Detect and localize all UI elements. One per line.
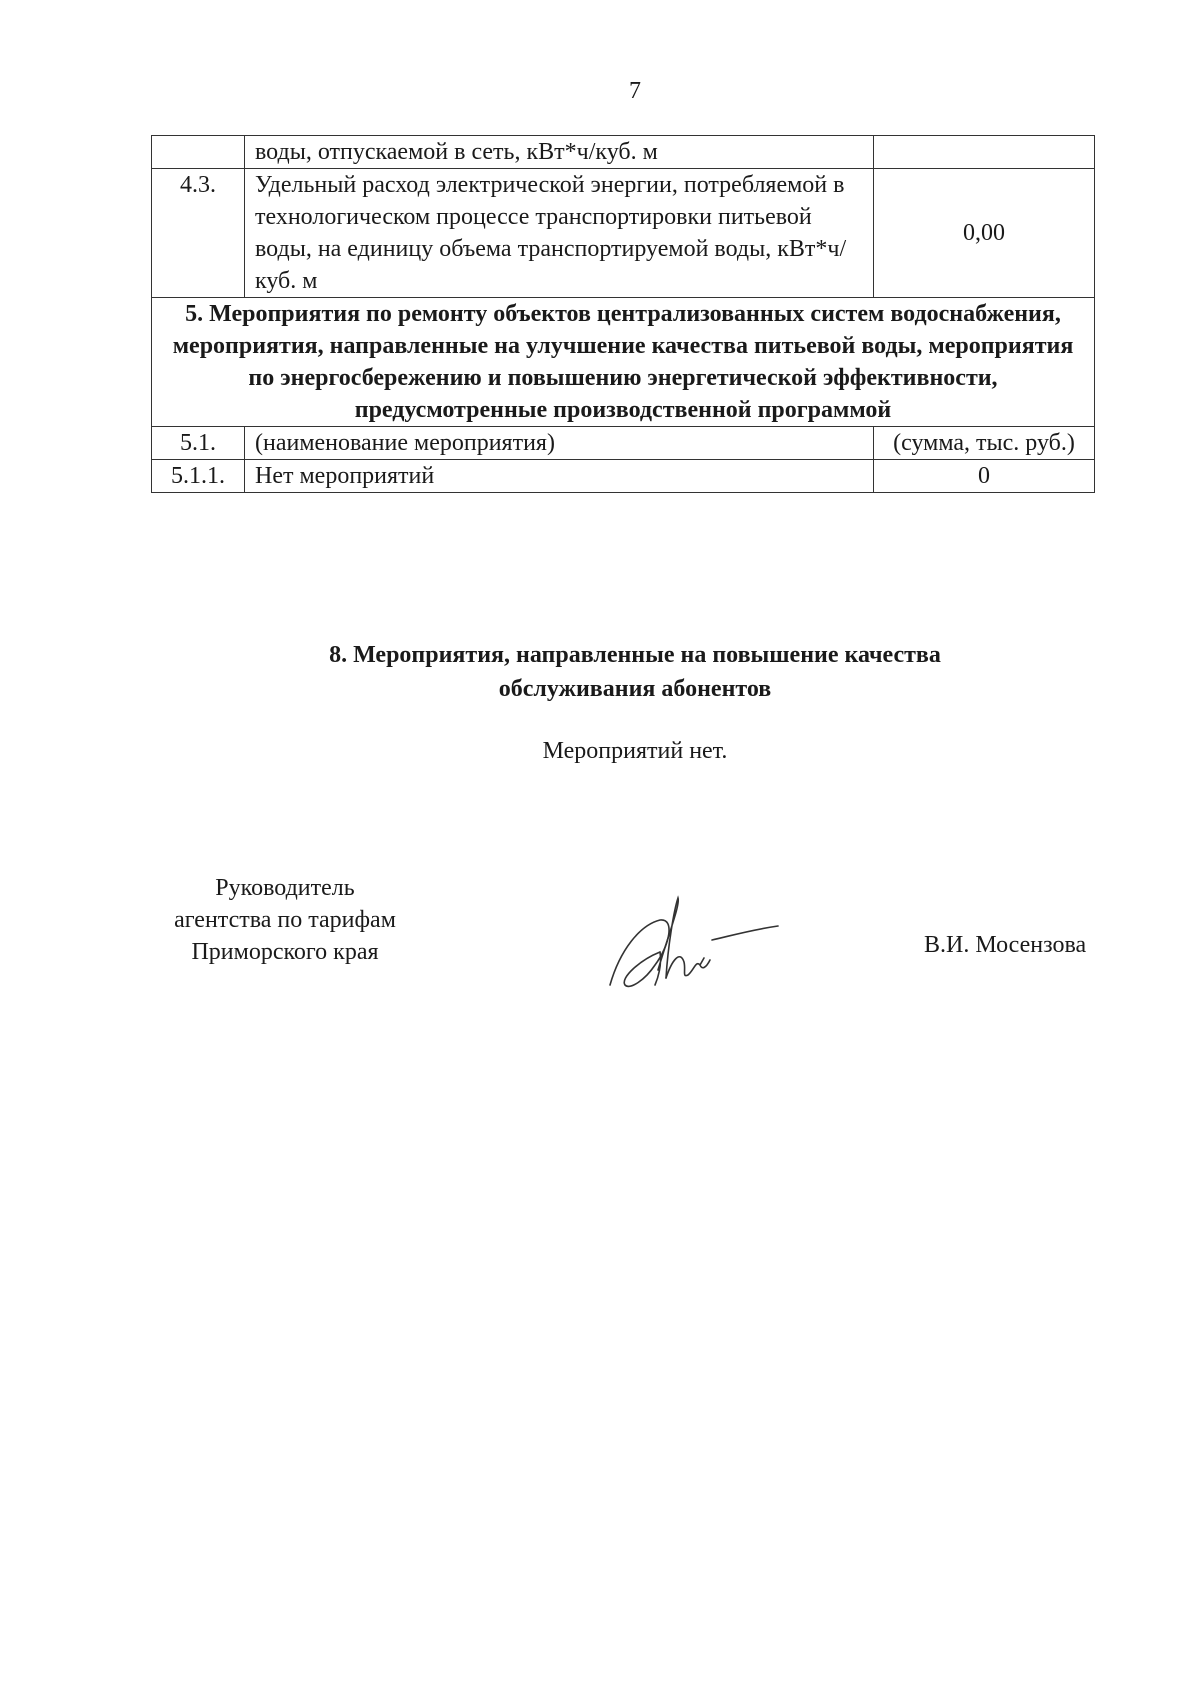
signer-title-line-1: Руководитель	[215, 875, 355, 901]
handwritten-signature-icon	[600, 890, 780, 1005]
row-value: 0,00	[874, 169, 1095, 298]
table-section-row	[152, 298, 1095, 427]
section-8-heading	[0, 638, 1200, 706]
row-number: 5.1.	[152, 427, 245, 460]
section-heading: 5. Мероприятия по ремонту объектов централизованных систем водоснабжения, мероприятия, направленные на улучшение качества питьевой воды, мероприятия по энергосбережению и повышению энергетической эффективности, предусмотренные производственной программой	[152, 298, 1095, 427]
page-number: 7	[629, 78, 641, 104]
no-activities-note: Мероприятий нет.	[542, 738, 728, 764]
table-row	[152, 169, 1095, 298]
table-row	[152, 427, 1095, 460]
signer-name: В.И. Мосензова	[924, 932, 1087, 958]
document-table	[151, 135, 1095, 493]
signer-title-line-2: агентства по тарифам	[174, 907, 396, 933]
row-value	[874, 136, 1095, 169]
section-8-line-1: 8. Мероприятия, направленные на повышение качества	[329, 642, 941, 668]
row-number: 5.1.1.	[152, 460, 245, 493]
table-row	[152, 460, 1095, 493]
row-description: воды, отпускаемой в сеть, кВт*ч/куб. м	[245, 136, 874, 169]
row-value: (сумма, тыс. руб.)	[874, 427, 1095, 460]
row-number	[152, 136, 245, 169]
row-description: (наименование мероприятия)	[245, 427, 874, 460]
signer-title-line-3: Приморского края	[191, 939, 379, 965]
row-value: 0	[874, 460, 1095, 493]
signer-title	[140, 872, 430, 968]
table-row	[152, 136, 1095, 169]
section-8-line-2: обслуживания абонентов	[498, 676, 772, 702]
row-description: Удельный расход электрической энергии, потребляемой в технологическом процессе транспортировки питьевой воды, на единицу объема транспортируемой воды, кВт*ч/куб. м	[245, 169, 874, 298]
row-number: 4.3.	[152, 169, 245, 298]
row-description: Нет мероприятий	[245, 460, 874, 493]
